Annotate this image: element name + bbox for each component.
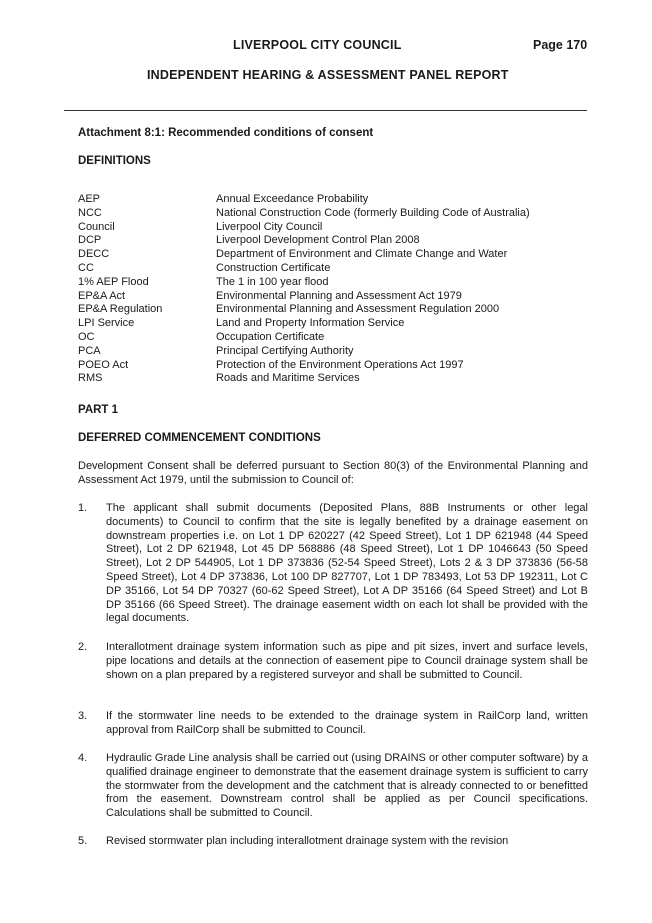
part-heading: PART 1 (78, 404, 119, 416)
definition-term: Council (78, 220, 115, 233)
definition-meaning: The 1 in 100 year flood (216, 275, 329, 288)
condition-number: 3. (78, 710, 88, 722)
definition-meaning: Occupation Certificate (216, 330, 325, 343)
condition-number: 1. (78, 502, 88, 514)
definition-meaning: Construction Certificate (216, 261, 331, 274)
definition-term: POEO Act (78, 358, 129, 371)
condition-text: If the stormwater line needs to be extended to the drainage system in RailCorp land, written approval from RailCorp shall be submitted to Council. (106, 710, 588, 736)
definition-meaning: Annual Exceedance Probability (216, 193, 369, 205)
condition-text: The applicant shall submit documents (Deposited Plans, 88B Instruments or other legal documents) to Council to confirm that the site is legally benefited by a drainage easement on downstream properties i.e. on Lot 1 DP 620227 (42 Speed Street), Lot 1 DP 621948 (44 Speed Street), Lot 2 DP 621948, Lot 45 DP 568886 (48 Speed Street), Lot 1 DP 1046643 (50 Speed Street), Lot 2 DP 544905, Lot 1 DP 373836 (52-54 Speed Street), Lots 2 & 3 DP 373836 (56-58 Speed Street), Lot 4 DP 373836, Lot 100 DP 827707, Lot 1 DP 783493, Lot 53 DP 192311, Lot C DP 35166, Lot 54 DP 70327 (60-62 Speed Street), Lot A DP 35166 (64 Speed Street) and Lot B DP 35166 (66 Speed Street). The drainage easement width on each lot shall be provided with the legal documents. (106, 502, 588, 625)
condition-text: Hydraulic Grade Line analysis shall be carried out (using DRAINS or other computer software) by a qualified drainage engineer to demonstrate that the easement drainage system is sufficient to carry the stormwater from the development and the catchment that is already connected to or benefitted from the easement. Downstream control shall be applied as per Council specifications. Calculations shall be submitted to Council. (106, 752, 588, 820)
definition-meaning: Roads and Maritime Services (216, 372, 360, 385)
definition-term: NCC (78, 206, 102, 219)
definition-row (78, 303, 578, 317)
definition-row (78, 317, 578, 331)
definition-row (78, 221, 578, 235)
intro-paragraph: Development Consent shall be deferred pursuant to Section 80(3) of the Environmental Planning and Assessment Act 1979, until the submission to Council of: (78, 460, 588, 486)
definition-row (78, 331, 578, 345)
definition-row (78, 359, 578, 373)
definition-row (78, 290, 578, 304)
condition-number: 2. (78, 641, 88, 653)
definition-row (78, 345, 578, 359)
definitions-heading: DEFINITIONS (78, 155, 151, 167)
condition-text: Interallotment drainage system information such as pipe and pit sizes, invert and surface levels, pipe locations and details at the connection of easement pipe to Council drainage system shall be shown on a plan prepared by a registered surveyor and shall be submitted to Council. (106, 641, 588, 681)
definition-row (78, 193, 578, 207)
definition-term: PCA (78, 344, 101, 357)
definition-meaning: Environmental Planning and Assessment Act 1979 (216, 289, 462, 302)
definition-row (78, 262, 578, 276)
report-title: INDEPENDENT HEARING & ASSESSMENT PANEL REPORT (147, 68, 509, 82)
definition-term: 1% AEP Flood (78, 275, 149, 288)
definition-meaning: Environmental Planning and Assessment Regulation 2000 (216, 303, 500, 316)
definition-meaning: Liverpool City Council (216, 220, 323, 233)
definition-meaning: Land and Property Information Service (216, 317, 405, 330)
definition-meaning: Liverpool Development Control Plan 2008 (216, 234, 420, 247)
header-divider (64, 110, 587, 111)
definition-row (78, 372, 578, 386)
definition-row (78, 234, 578, 248)
definition-term: LPI Service (78, 317, 135, 330)
definition-term: RMS (78, 372, 103, 385)
attachment-title: Attachment 8:1: Recommended conditions of consent (78, 127, 374, 139)
definition-term: CC (78, 261, 94, 274)
definition-meaning: Principal Certifying Authority (216, 344, 354, 357)
definition-meaning: National Construction Code (formerly Building Code of Australia) (216, 206, 530, 219)
page-number: Page 170 (533, 38, 588, 52)
definition-meaning: Protection of the Environment Operations Act 1997 (216, 358, 464, 371)
condition-number: 5. (78, 835, 88, 847)
definition-row (78, 207, 578, 221)
definition-term: AEP (78, 193, 101, 205)
definition-meaning: Department of Environment and Climate Change and Water (216, 248, 508, 261)
definitions-list (78, 193, 578, 386)
definition-term: DCP (78, 234, 102, 247)
definition-row (78, 276, 578, 290)
definition-term: OC (78, 330, 95, 343)
definition-term: EP&A Act (78, 289, 126, 302)
condition-number: 4. (78, 752, 88, 764)
council-name: LIVERPOOL CITY COUNCIL (233, 38, 402, 52)
definition-term: EP&A Regulation (78, 303, 163, 316)
definition-row (78, 248, 578, 262)
deferred-conditions-heading: DEFERRED COMMENCEMENT CONDITIONS (78, 432, 321, 444)
condition-text: Revised stormwater plan including interallotment drainage system with the revision (106, 835, 509, 847)
definition-term: DECC (78, 248, 110, 261)
